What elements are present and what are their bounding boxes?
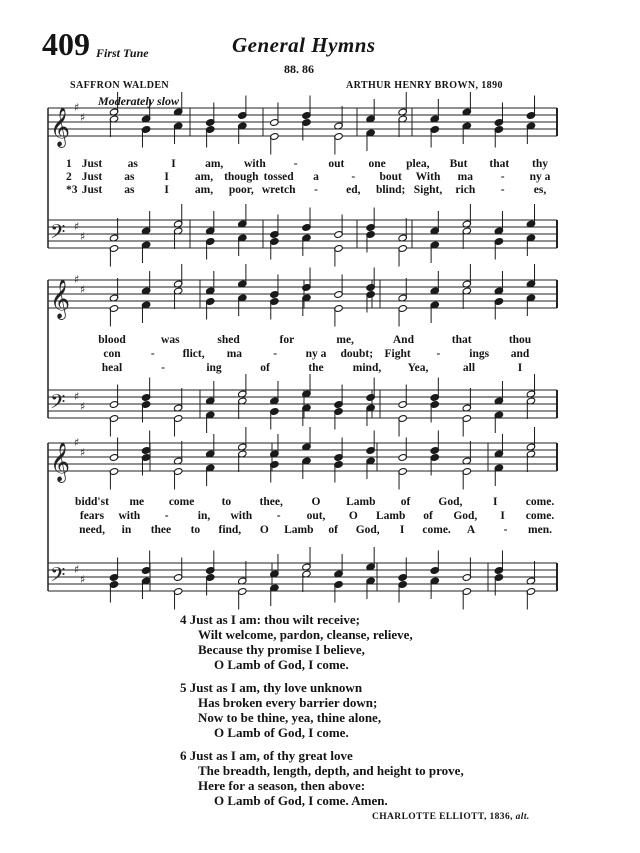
lyric-syllable: come xyxy=(168,496,195,508)
stanza-number: 5 xyxy=(180,680,187,695)
lyric-syllable: me xyxy=(129,496,145,508)
lyric-syllable: am, xyxy=(205,158,224,170)
sharp-sign: ♯ xyxy=(80,446,86,459)
lyric-syllable: I xyxy=(171,158,176,170)
treble-clef: 𝄞 xyxy=(50,279,71,319)
lyric-syllable: me, xyxy=(336,334,354,346)
lyric-syllable: Just xyxy=(81,158,103,170)
lyric-syllable: and xyxy=(510,348,530,360)
lyric-syllable: for xyxy=(279,334,295,346)
lyric-syllable: fears xyxy=(79,510,105,522)
credit-note: alt. xyxy=(515,812,530,822)
stanza-number: 6 xyxy=(180,748,187,763)
sharp-sign: ♯ xyxy=(80,230,86,243)
lyric-syllable: am, xyxy=(194,184,214,196)
lyric-syllable: men. xyxy=(528,524,552,536)
stanza xyxy=(180,748,464,808)
tempo-marking: Moderately slow xyxy=(98,94,179,108)
text-credit xyxy=(372,812,530,822)
stanza-text: Just as I am, thy love unknown xyxy=(189,680,363,695)
lyric-syllable: es, xyxy=(533,184,547,196)
lyric-syllable: Lamb xyxy=(346,496,376,508)
sharp-sign: ♯ xyxy=(74,101,80,114)
stanza-line: Has broken every barrier down; xyxy=(198,695,378,710)
lyric-syllable: Sight, xyxy=(413,184,443,196)
lyric-syllable: Fight xyxy=(384,348,411,360)
bass-clef: 𝄢 xyxy=(50,563,66,591)
additional-stanzas xyxy=(180,612,464,816)
bass-clef: 𝄢 xyxy=(50,390,66,418)
lyric-syllable: shed xyxy=(217,334,240,346)
sharp-sign: ♯ xyxy=(80,573,86,586)
lyric-syllable: doubt; xyxy=(340,348,374,360)
lyric-syllable: ny a xyxy=(305,348,327,360)
lyric-syllable: And xyxy=(392,334,414,346)
sharp-sign: ♯ xyxy=(74,273,80,286)
stanza-text: Just as I am: thou wilt receive; xyxy=(189,612,360,627)
lyric-syllable: blind; xyxy=(375,184,406,196)
lyric-syllable: - xyxy=(500,171,505,183)
lyric-syllable: Just xyxy=(81,184,103,196)
tune-name: SAFFRON WALDEN xyxy=(70,80,170,91)
verse-number: 1 xyxy=(66,158,72,170)
lyric-syllable: of xyxy=(328,524,339,536)
lyric-syllable: - xyxy=(503,524,508,536)
lyric-syllable: Just xyxy=(81,171,103,183)
lyric-syllable: mind, xyxy=(352,362,382,374)
lyric-syllable: - xyxy=(150,348,155,360)
stanza-line: Here for a season, then above: xyxy=(198,778,366,793)
stanza-number: 4 xyxy=(180,612,187,627)
sharp-sign: ♯ xyxy=(80,283,86,296)
hymn-number: 409 xyxy=(42,26,90,62)
sharp-sign: ♯ xyxy=(74,563,80,576)
lyric-syllable: thy xyxy=(532,158,548,170)
lyric-syllable: find, xyxy=(218,524,242,536)
lyric-syllable: - xyxy=(314,184,318,196)
lyric-syllable: that xyxy=(451,334,472,346)
lyric-syllable: - xyxy=(164,510,169,522)
treble-clef: 𝄞 xyxy=(50,442,71,482)
lyric-syllable: I xyxy=(164,184,169,196)
lyric-syllable: I xyxy=(164,171,169,183)
sharp-sign: ♯ xyxy=(74,220,80,233)
stanza-first-line xyxy=(180,680,464,695)
lyric-syllable: ma xyxy=(457,171,473,183)
lyric-syllable: come. xyxy=(422,524,451,536)
lyric-syllable: a xyxy=(313,171,319,183)
lyric-syllable: all xyxy=(462,362,476,374)
lyric-syllable: am, xyxy=(194,171,214,183)
lyric-syllable: - xyxy=(351,171,356,183)
credit-author: CHARLOTTE ELLIOTT, 1836, xyxy=(372,812,513,822)
lyric-syllable: thee, xyxy=(259,496,283,508)
lyric-syllable: wretch xyxy=(261,184,296,196)
lyric-syllable: with xyxy=(230,510,253,522)
stanza-line: O Lamb of God, I come. xyxy=(214,725,349,740)
bass-clef: 𝄢 xyxy=(50,220,66,248)
sharp-sign: ♯ xyxy=(80,400,86,413)
lyric-syllable: I xyxy=(517,362,523,374)
composer: ARTHUR HENRY BROWN, 1890 xyxy=(346,80,503,91)
verse-number: 2 xyxy=(66,171,72,183)
stanza-line: O Lamb of God, I come. xyxy=(214,657,349,672)
lyric-syllable: the xyxy=(308,362,324,374)
tune-label: First Tune xyxy=(96,46,149,60)
lyric-syllable: ed, xyxy=(346,184,361,196)
lyric-syllable: - xyxy=(161,362,165,374)
verse-number: *3 xyxy=(66,184,78,196)
lyric-syllable: that xyxy=(489,158,510,170)
stanza-line: Now to be thine, yea, thine alone, xyxy=(198,710,382,725)
sharp-sign: ♯ xyxy=(80,111,86,124)
lyric-syllable: O xyxy=(259,524,269,536)
lyric-syllable: in xyxy=(121,524,132,536)
lyric-syllable: was xyxy=(161,334,180,346)
stanza-line: O Lamb of God, I come. Amen. xyxy=(214,793,388,808)
lyric-syllable: - xyxy=(293,158,298,170)
lyric-syllable: to xyxy=(221,496,232,508)
lyric-syllable: bout xyxy=(379,171,402,183)
lyric-syllable: as xyxy=(124,171,135,183)
lyric-syllable: of xyxy=(400,496,411,508)
stanza-text: Just as I am, of thy great love xyxy=(189,748,353,763)
lyric-syllable: - xyxy=(273,348,278,360)
lyric-syllable: rich xyxy=(455,184,476,196)
lyric-syllable: in, xyxy=(197,510,211,522)
lyric-syllable: - xyxy=(276,510,281,522)
lyric-syllable: need, xyxy=(79,524,105,536)
lyric-syllable: of xyxy=(423,510,433,522)
lyric-syllable: God, xyxy=(453,510,478,522)
lyric-syllable: out, xyxy=(306,510,326,522)
meter: 88. 86 xyxy=(284,62,314,76)
lyric-syllable: God, xyxy=(355,524,380,536)
lyric-syllable: one xyxy=(368,158,386,170)
lyric-syllable: with xyxy=(118,510,141,522)
lyric-syllable: O xyxy=(348,510,358,522)
lyric-syllable: ma xyxy=(226,348,243,360)
stanza-first-line xyxy=(180,748,464,763)
lyric-syllable: of xyxy=(260,362,270,374)
sharp-sign: ♯ xyxy=(74,390,80,403)
lyric-syllable: thou xyxy=(508,334,532,346)
lyric-syllable: With xyxy=(415,171,441,183)
lyric-syllable: flict, xyxy=(182,348,205,360)
lyric-syllable: plea, xyxy=(406,158,430,170)
lyric-syllable: Lamb xyxy=(284,524,314,536)
lyric-syllable: O xyxy=(311,496,321,508)
stanza-line: Wilt welcome, pardon, cleanse, relieve, xyxy=(198,627,413,642)
lyric-syllable: ny a xyxy=(529,171,551,183)
lyric-syllable: come. xyxy=(525,496,555,508)
treble-clef: 𝄞 xyxy=(50,107,71,147)
lyric-syllable: Yea, xyxy=(407,362,429,374)
lyric-syllable: thee xyxy=(150,524,172,536)
stanza-first-line xyxy=(180,612,464,627)
lyric-syllable: A xyxy=(466,524,476,536)
lyric-syllable: I xyxy=(492,496,498,508)
lyric-syllable: I xyxy=(500,510,505,522)
section-title: General Hymns xyxy=(232,33,376,57)
stanza xyxy=(180,612,464,672)
lyric-syllable: I xyxy=(399,524,405,536)
sharp-sign: ♯ xyxy=(74,436,80,449)
lyric-syllable: Lamb xyxy=(375,510,406,522)
lyric-syllable: as xyxy=(124,184,135,196)
stanza xyxy=(180,680,464,740)
lyric-syllable: come. xyxy=(525,510,555,522)
lyric-syllable: though xyxy=(224,171,259,183)
lyric-syllable: tossed xyxy=(263,171,294,183)
stanza-line: Because thy promise I believe, xyxy=(198,642,365,657)
lyric-syllable: with xyxy=(244,158,266,170)
lyric-syllable: bidd'st xyxy=(75,496,109,508)
lyric-syllable: poor, xyxy=(228,184,254,196)
lyric-syllable: to xyxy=(190,524,201,536)
lyric-syllable: - xyxy=(436,348,441,360)
lyric-syllable: - xyxy=(500,184,505,196)
lyric-syllable: as xyxy=(127,158,138,170)
stanza-line: The breadth, length, depth, and height to prove, xyxy=(198,763,464,778)
lyric-syllable: ings xyxy=(469,348,490,360)
lyric-syllable: heal xyxy=(101,362,123,374)
lyric-syllable: God, xyxy=(438,496,463,508)
lyric-syllable: blood xyxy=(98,334,126,346)
lyric-syllable: out xyxy=(328,158,345,170)
lyric-syllable: But xyxy=(449,158,468,170)
lyric-syllable: ing xyxy=(206,362,222,374)
lyric-syllable: con xyxy=(103,348,121,360)
